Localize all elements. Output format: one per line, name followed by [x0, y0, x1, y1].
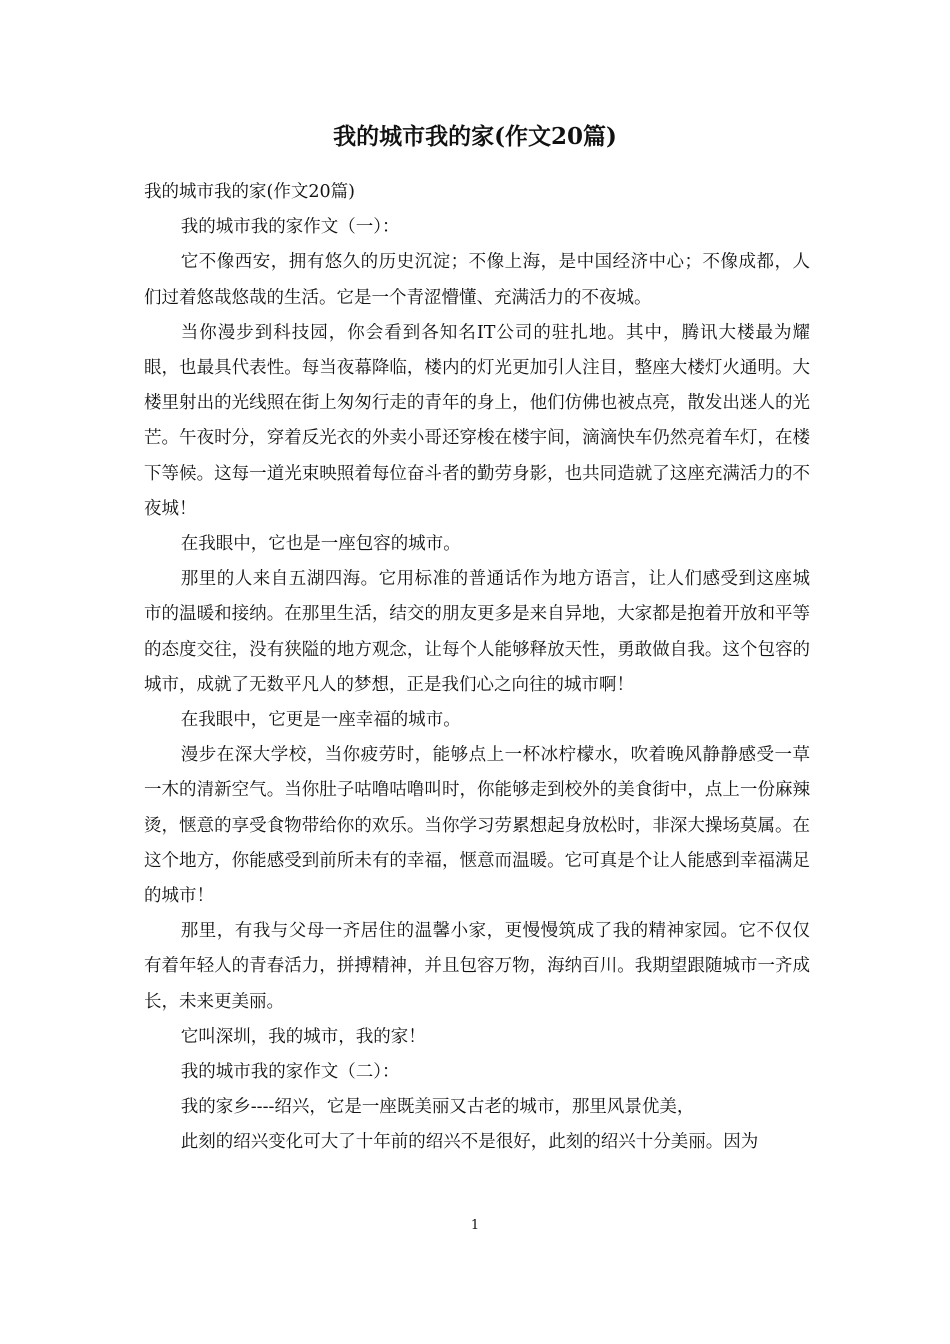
body-paragraph: 它叫深圳，我的城市，我的家！	[180, 1026, 426, 1047]
body-paragraph: 当你漫步到科技园，你会看到各知名IT公司的驻扎地。其中，腾讯大楼最为耀眼，也最具代表性。每当夜幕降临，楼内的灯光更加引人注目，整座大楼灯火通明。大楼里射出的光线照在街上匆匆行走的青年的身上，他们仿佛也被点亮，散发出迷人的光芒。午夜时分，穿着反光衣的外卖小哥还穿梭在楼宇间，滴滴快车仍然亮着车灯，在楼下等候。这每一道光束映照着每位奋斗者的勤劳身影，也共同造就了这座充满活力的不夜城！	[144, 322, 810, 519]
body-paragraph: 漫步在深大学校，当你疲劳时，能够点上一杯冰柠檬水，吹着晚风静静感受一草一木的清新空气。当你肚子咕噜咕噜叫时，你能够走到校外的美食街中，点上一份麻辣烫，惬意的享受食物带给你的欢乐。当你学习劳累想起身放松时，非深大操场莫属。在这个地方，你能感受到前所未有的幸福，惬意而温暖。它可真是个让人能感到幸福满足的城市！	[144, 745, 810, 907]
section-heading-2: 我的城市我的家作文（二）：	[180, 1062, 400, 1083]
subtitle-paragraph: 我的城市我的家(作文20篇)	[144, 182, 355, 202]
document-body	[144, 175, 810, 1161]
document-title: 我的城市我的家(作文20篇)	[333, 123, 617, 150]
body-paragraph: 在我眼中，它更是一座幸福的城市。	[180, 710, 461, 731]
body-paragraph: 那里的人来自五湖四海。它用标准的普通话作为地方语言，让人们感受到这座城市的温暖和接纳。在那里生活，结交的朋友更多是来自异地，大家都是抱着开放和平等的态度交往，没有狭隘的地方观念，让每个人能够释放天性，勇敢做自我。这个包容的城市，成就了无数平凡人的梦想，正是我们心之向往的城市啊！	[144, 569, 810, 695]
section-heading-1: 我的城市我的家作文（一）：	[180, 217, 400, 238]
page-number: 1	[470, 1218, 480, 1233]
body-paragraph: 在我眼中，它也是一座包容的城市。	[180, 534, 461, 555]
body-paragraph: 此刻的绍兴变化可大了十年前的绍兴不是很好，此刻的绍兴十分美丽。因为	[180, 1132, 759, 1153]
body-paragraph: 它不像西安，拥有悠久的历史沉淀；不像上海，是中国经济中心；不像成都，人们过着悠哉悠哉的生活。它是一个青涩懵懂、充满活力的不夜城。	[144, 252, 810, 308]
body-paragraph: 我的家乡----绍兴，它是一座既美丽又古老的城市，那里风景优美，	[180, 1097, 695, 1118]
body-paragraph: 那里，有我与父母一齐居住的温馨小家，更慢慢筑成了我的精神家园。它不仅仅有着年轻人的青春活力，拼搏精神，并且包容万物，海纳百川。我期望跟随城市一齐成长，未来更美丽。	[144, 921, 810, 1012]
